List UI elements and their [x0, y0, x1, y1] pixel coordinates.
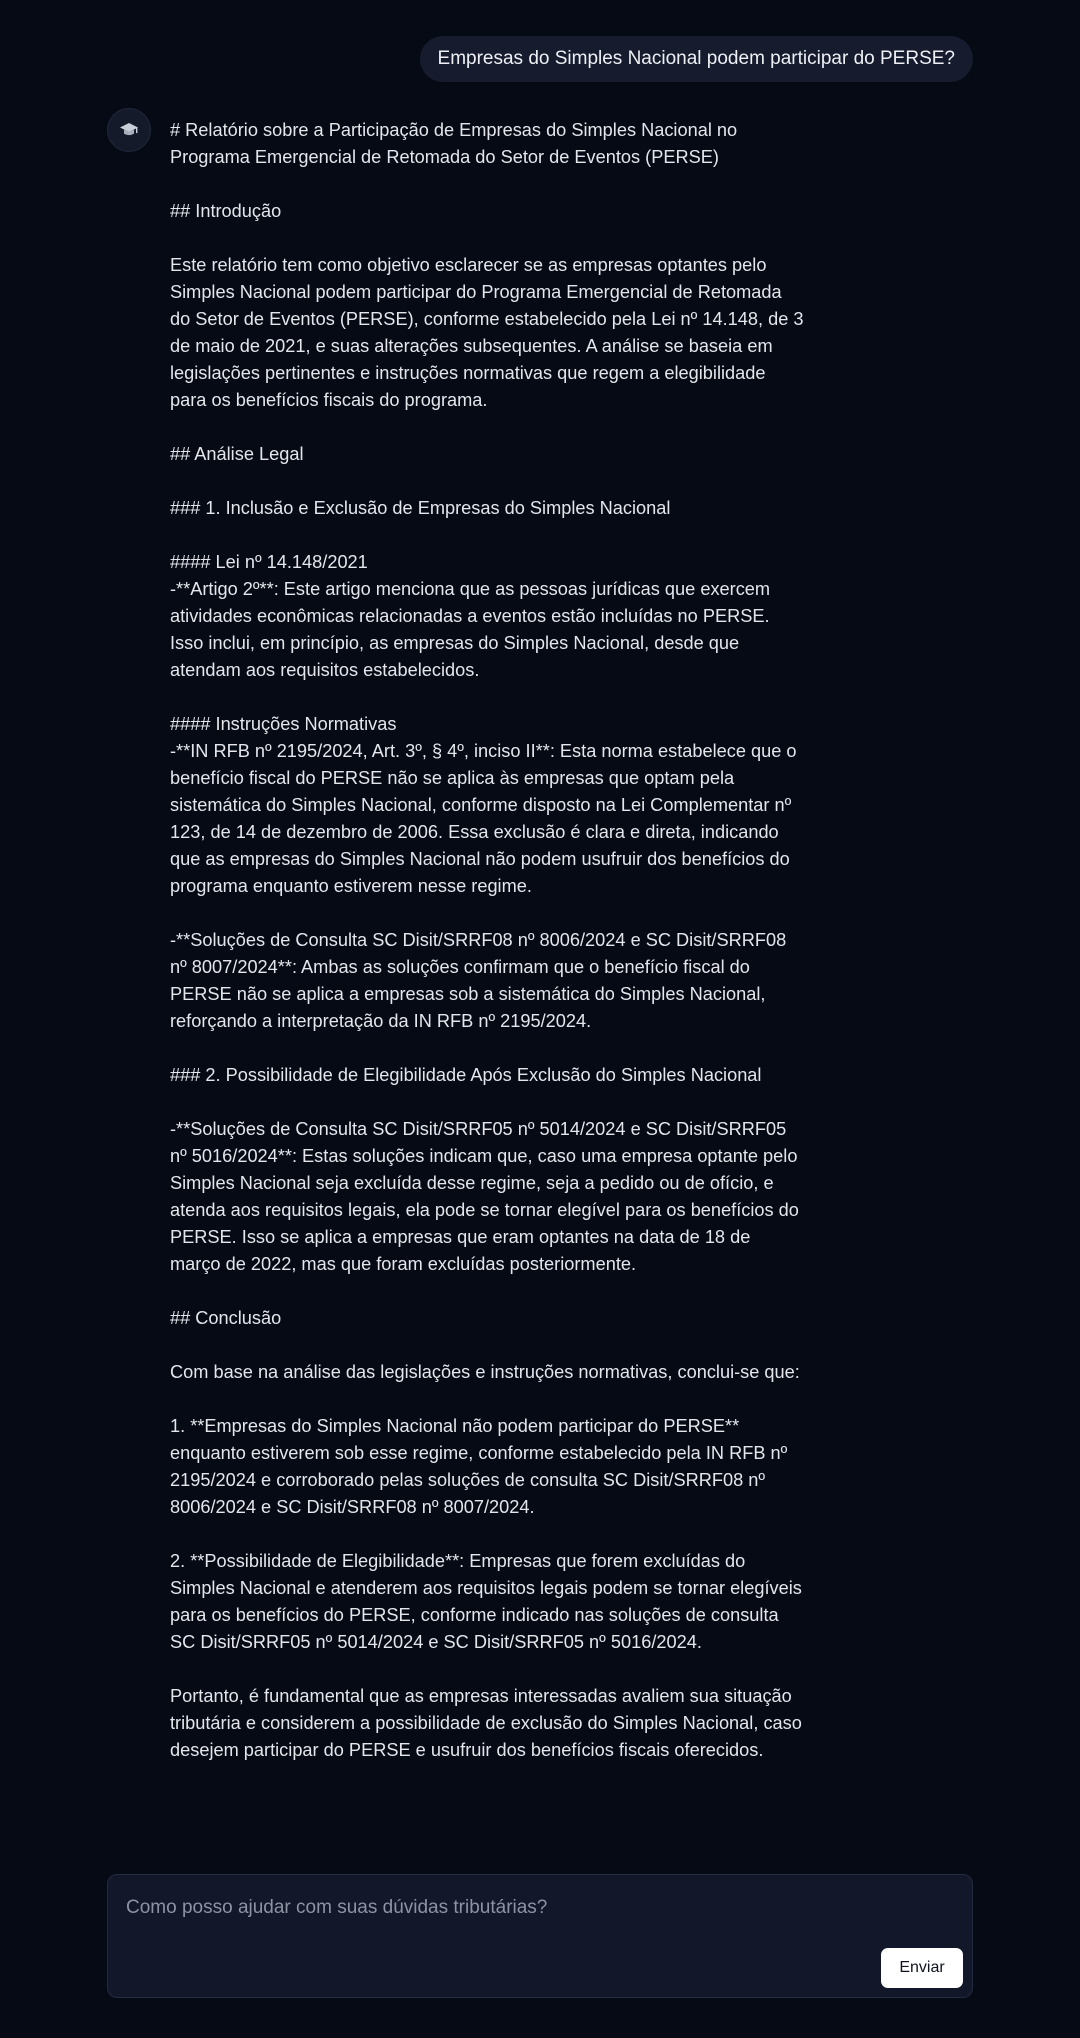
assistant-avatar [107, 108, 151, 152]
message-composer [107, 1874, 973, 1998]
closing-paragraph: Portanto, é fundamental que as empresas interessadas avaliem sua situação tributária e considerem a possibilidade de exclusão do Simples Nacional, caso desejem participar do PERSE e usufruir dos benefícios fiscais oferecidos. [170, 1686, 802, 1760]
conclusao-item-1: 1. **Empresas do Simples Nacional não podem participar do PERSE** enquanto estiverem sob esse regime, conforme estabelecido pela IN RFB nº 2195/2024 e corroborado pelas soluções de consulta SC Disit/SRRF08 nº 8006/2024 e SC Disit/SRRF08 nº 8007/2024. [170, 1416, 788, 1517]
conclusao-item-2: 2. **Possibilidade de Elegibilidade**: Empresas que forem excluídas do Simples Nacional e atenderem aos requisitos legais podem se tornar elegíveis para os benefícios do PERSE, conforme indicado nas soluções de consulta SC Disit/SRRF05 nº 5014/2024 e SC Disit/SRRF05 nº 5016/2024. [170, 1551, 802, 1652]
heading-inclusao-exclusao: ### 1. Inclusão e Exclusão de Empresas do Simples Nacional [170, 498, 671, 518]
heading-possibilidade-elegibilidade: ### 2. Possibilidade de Elegibilidade Após Exclusão do Simples Nacional [170, 1065, 762, 1085]
instrucoes-normativas-section: #### Instruções Normativas -**IN RFB nº 2195/2024, Art. 3º, § 4º, inciso II**: Esta norma estabelece que o benefício fiscal do PERSE não se aplica às empresas que optam pela sistemática do Simples Nacional, conforme disposto na Lei Complementar nº 123, de 14 de dezembro de 2006. Essa exclusão é clara e direta, indicando que as empresas do Simples Nacional não podem usufruir dos benefícios do programa enquanto estiverem nesse regime. [170, 714, 797, 896]
question-input[interactable] [126, 1893, 946, 1923]
send-button[interactable]: Enviar [881, 1948, 963, 1988]
solucoes-consulta-srrf05: -**Soluções de Consulta SC Disit/SRRF05 nº 5014/2024 e SC Disit/SRRF05 nº 5016/2024**: Estas soluções indicam que, caso uma empresa optante pelo Simples Nacional seja excluída desse regime, seja a pedido ou de ofício, e atenda aos requisitos legais, ela pode se tornar elegível para os benefícios do PERSE. Isso se aplica a empresas que eram optantes na data de 18 de março de 2022, mas que foram excluídas posteriormente. [170, 1119, 799, 1274]
conclusao-intro: Com base na análise das legislações e instruções normativas, conclui-se que: [170, 1362, 800, 1382]
heading-analise-legal: ## Análise Legal [170, 444, 304, 464]
heading-conclusao: ## Conclusão [170, 1308, 282, 1328]
graduation-cap-icon [119, 120, 139, 140]
solucoes-consulta-srrf08: -**Soluções de Consulta SC Disit/SRRF08 nº 8006/2024 e SC Disit/SRRF08 nº 8007/2024**: Ambas as soluções confirmam que o benefício fiscal do PERSE não se aplica a empresas sob a sistemática do Simples Nacional, reforçando a interpretação da IN RFB nº 2195/2024. [170, 930, 787, 1031]
assistant-message [170, 117, 805, 1764]
report-title: # Relatório sobre a Participação de Empresas do Simples Nacional no Programa Emergencial de Retomada do Setor de Eventos (PERSE) [170, 120, 738, 167]
user-message-bubble: Empresas do Simples Nacional podem participar do PERSE? [420, 36, 973, 82]
intro-paragraph: Este relatório tem como objetivo esclarecer se as empresas optantes pelo Simples Nacional podem participar do Programa Emergencial de Retomada do Setor de Eventos (PERSE), conforme estabelecido pela Lei nº 14.148, de 3 de maio de 2021, e suas alterações subsequentes. A análise se baseia em legislações pertinentes e instruções normativas que regem a elegibilidade para os benefícios fiscais do programa. [170, 255, 804, 410]
lei-14148-section: #### Lei nº 14.148/2021 -**Artigo 2º**: Este artigo menciona que as pessoas jurídicas que exercem atividades econômicas relacionadas a eventos estão incluídas no PERSE. Isso inclui, em princípio, as empresas do Simples Nacional, desde que atendam aos requisitos estabelecidos. [170, 552, 771, 680]
heading-introducao: ## Introdução [170, 201, 282, 221]
